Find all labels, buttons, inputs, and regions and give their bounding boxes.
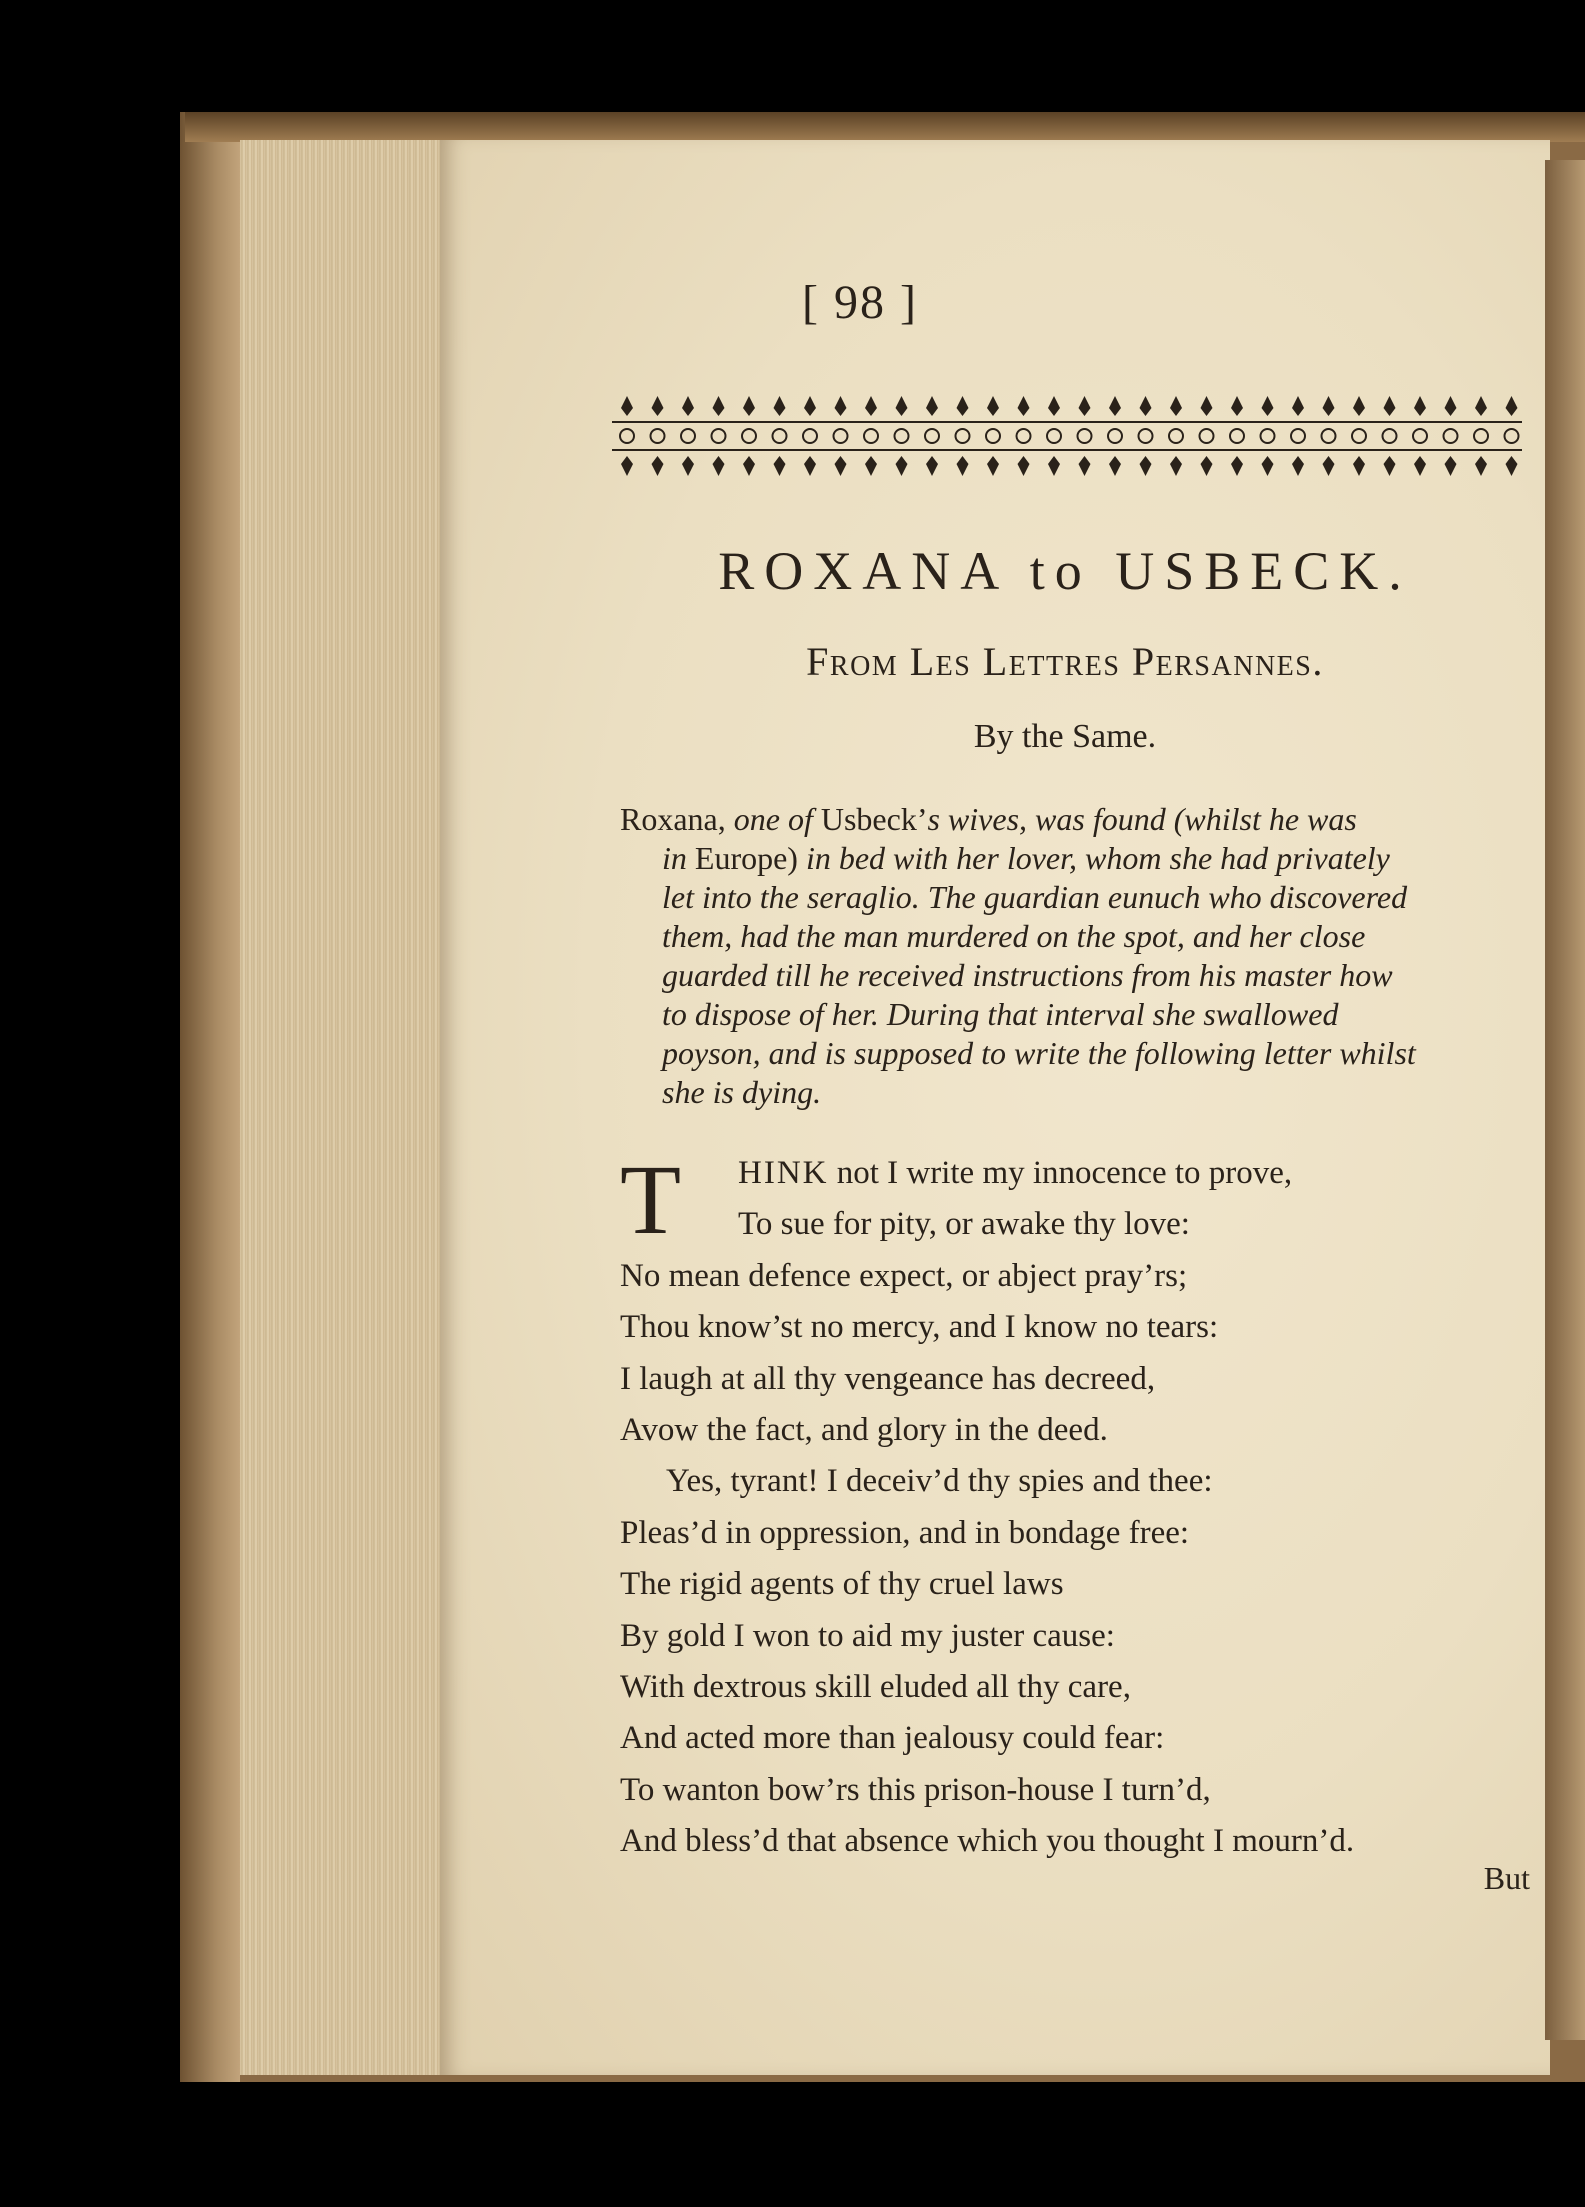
poem-body: [620, 1144, 1530, 1868]
ornament-fleuron-top: [957, 396, 969, 416]
ornament-fleuron-top: [1170, 396, 1182, 416]
ornament-fleuron-top: [1140, 396, 1152, 416]
ornament-fleuron-top: [1445, 396, 1457, 416]
ornament-fleuron-top: [1048, 396, 1060, 416]
ornament-ring: [864, 429, 878, 443]
ornament-fleuron-bottom: [1231, 456, 1243, 476]
ornament-fleuron-top: [621, 396, 633, 416]
ornament-fleuron-top: [774, 396, 786, 416]
ornament-fleuron-bottom: [713, 456, 725, 476]
ornament-ring: [1352, 429, 1366, 443]
ornament-fleuron-top: [1109, 396, 1121, 416]
ornament-ring: [1047, 429, 1061, 443]
ornament-ring: [1291, 429, 1305, 443]
poem-line: Thou know’st no mercy, and I know no tears:: [620, 1309, 1219, 1346]
ornament-fleuron-bottom: [774, 456, 786, 476]
ornament-fleuron-top: [652, 396, 664, 416]
argument-line: them, had the man murdered on the spot, and her close: [662, 918, 1366, 954]
ornament-ring: [773, 429, 787, 443]
poem-line: Avow the fact, and glory in the deed.: [620, 1412, 1108, 1449]
argument-paragraph: [620, 800, 1530, 1112]
ornament-fleuron-top: [1292, 396, 1304, 416]
poem-line: And acted more than jealousy could fear:: [620, 1720, 1165, 1757]
ornament-ring: [1322, 429, 1336, 443]
poem-line: By gold I won to aid my juster cause:: [620, 1617, 1115, 1654]
ornament-ring: [986, 429, 1000, 443]
ornament-fleuron-bottom: [926, 456, 938, 476]
ornament-ring: [712, 429, 726, 443]
catchword: But: [1483, 1860, 1530, 1896]
ornament-fleuron-top: [865, 396, 877, 416]
poem-smallcaps: HINK: [738, 1155, 829, 1191]
ornament-fleuron-bottom: [1292, 456, 1304, 476]
ornament-fleuron-bottom: [1262, 456, 1274, 476]
ornament-ring: [1078, 429, 1092, 443]
ornament-ring: [925, 429, 939, 443]
poem-line: Pleas’d in oppression, and in bondage free:: [620, 1514, 1190, 1551]
argument-line: poyson, and is supposed to write the following letter whilst: [662, 1035, 1416, 1071]
ornament-ring: [681, 429, 695, 443]
ornament-ring: [1261, 429, 1275, 443]
poem-line: To wanton bow’rs this prison-house I turn’d,: [620, 1771, 1211, 1808]
argument-line: [620, 800, 1530, 839]
ornament-ring: [956, 429, 970, 443]
ornament-fleuron-bottom: [1170, 456, 1182, 476]
ornament-fleuron-bottom: [1140, 456, 1152, 476]
ornament-ring: [834, 429, 848, 443]
ornament-ring: [1505, 429, 1519, 443]
ornament-ring: [1169, 429, 1183, 443]
ornament-fleuron-bottom: [804, 456, 816, 476]
ornament-ring: [1444, 429, 1458, 443]
ornament-fleuron-top: [1262, 396, 1274, 416]
page-number: [ 98 ]: [802, 276, 918, 329]
argument-text: in: [662, 840, 695, 876]
drop-cap: T: [620, 1144, 682, 1255]
ornament-fleuron-top: [1201, 396, 1213, 416]
ornament-ring: [620, 429, 634, 443]
ornament-fleuron-bottom: [621, 456, 633, 476]
poem-line: To sue for pity, or awake thy love:: [738, 1206, 1190, 1243]
poem-line: No mean defence expect, or abject pray’rs;: [620, 1257, 1188, 1294]
ornament-fleuron-top: [896, 396, 908, 416]
ornament-fleuron-bottom: [987, 456, 999, 476]
decorative-ornament-band: [612, 392, 1522, 480]
ornament-ring: [1230, 429, 1244, 443]
ornament-fleuron-top: [987, 396, 999, 416]
ornament-fleuron-bottom: [1323, 456, 1335, 476]
ornament-ring: [1413, 429, 1427, 443]
ornament-fleuron-top: [926, 396, 938, 416]
ornament-ring: [895, 429, 909, 443]
ornament-fleuron-top: [1353, 396, 1365, 416]
argument-text: s wives, was found (whilst he was: [927, 801, 1357, 837]
argument-text: Roxana,: [620, 801, 734, 837]
ornament-fleuron-bottom: [835, 456, 847, 476]
ornament-ring: [803, 429, 817, 443]
ornament-ring: [1108, 429, 1122, 443]
ornament-fleuron-bottom: [1109, 456, 1121, 476]
letter-subtitle: From Les Lettres Persannes.: [806, 639, 1324, 684]
ornament-ring: [742, 429, 756, 443]
ornament-fleuron-top: [835, 396, 847, 416]
ornament-fleuron-bottom: [1018, 456, 1030, 476]
argument-line: [620, 839, 1530, 878]
ornament-fleuron-top: [1506, 396, 1518, 416]
ornament-fleuron-bottom: [865, 456, 877, 476]
ornament-fleuron-bottom: [1384, 456, 1396, 476]
ornament-ring: [1383, 429, 1397, 443]
ornament-fleuron-top: [1018, 396, 1030, 416]
ornament-fleuron-top: [1231, 396, 1243, 416]
argument-text: Europe): [694, 840, 806, 876]
ornament-ring: [651, 429, 665, 443]
ornament-ring: [1200, 429, 1214, 443]
argument-line: to dispose of her. During that interval she swallowed: [662, 996, 1339, 1032]
ornament-fleuron-top: [1384, 396, 1396, 416]
ornament-fleuron-top: [713, 396, 725, 416]
poem-text: not I write my innocence to prove,: [828, 1155, 1293, 1191]
ornament-fleuron-bottom: [652, 456, 664, 476]
ornament-fleuron-bottom: [1506, 456, 1518, 476]
letter-title: ROXANA to USBECK.: [718, 541, 1412, 601]
poem-line: With dextrous skill eluded all thy care,: [620, 1669, 1131, 1706]
ornament-fleuron-bottom: [1201, 456, 1213, 476]
ornament-fleuron-top: [1079, 396, 1091, 416]
ornament-fleuron-top: [682, 396, 694, 416]
argument-line: let into the seraglio. The guardian eunuch who discovered: [662, 879, 1408, 915]
ornament-ring: [1139, 429, 1153, 443]
poem-line: And bless’d that absence which you thought I mourn’d.: [620, 1823, 1355, 1860]
ornament-fleuron-bottom: [1079, 456, 1091, 476]
ornament-fleuron-bottom: [957, 456, 969, 476]
ornament-fleuron-bottom: [1414, 456, 1426, 476]
ornament-fleuron-bottom: [1353, 456, 1365, 476]
argument-text: in bed with her lover, whom she had privately: [805, 840, 1390, 876]
ornament-fleuron-top: [1323, 396, 1335, 416]
ornament-fleuron-top: [804, 396, 816, 416]
ornament-ring: [1474, 429, 1488, 443]
ornament-fleuron-bottom: [1475, 456, 1487, 476]
argument-line: guarded till he received instructions from his master how: [662, 957, 1393, 993]
ornament-fleuron-bottom: [1048, 456, 1060, 476]
ornament-fleuron-top: [1414, 396, 1426, 416]
ornament-fleuron-top: [743, 396, 755, 416]
argument-text: Usbeck’: [820, 801, 928, 837]
poem-line: [620, 1148, 1530, 1199]
ornament-fleuron-bottom: [896, 456, 908, 476]
poem-line: I laugh at all thy vengeance has decreed,: [620, 1360, 1156, 1397]
argument-text: one of: [733, 801, 821, 837]
ornament-fleuron-top: [1475, 396, 1487, 416]
ornament-fleuron-bottom: [743, 456, 755, 476]
ornament-fleuron-bottom: [682, 456, 694, 476]
argument-line: she is dying.: [662, 1074, 822, 1110]
ornament-ring: [1017, 429, 1031, 443]
ornament-fleuron-bottom: [1445, 456, 1457, 476]
poem-line: Yes, tyrant! I deceiv’d thy spies and thee:: [666, 1463, 1213, 1500]
poem-line: The rigid agents of thy cruel laws: [620, 1566, 1064, 1603]
byline: By the Same.: [973, 718, 1157, 755]
